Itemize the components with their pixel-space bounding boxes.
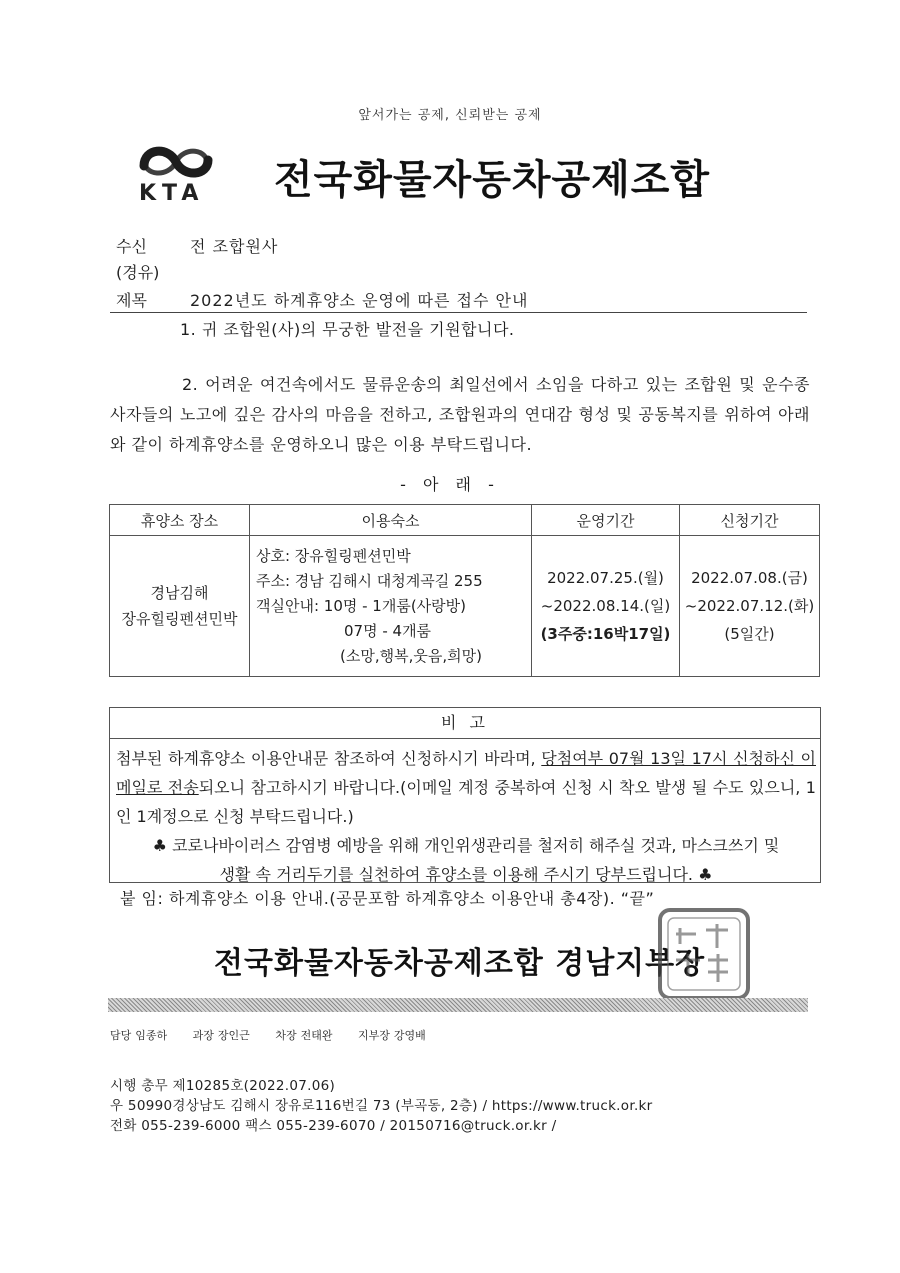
logo-text: KTA	[139, 181, 205, 206]
footer-address: 우 50990경상남도 김해시 장유로116번길 73 (부곡동, 2층) / https://www.truck.or.kr	[110, 1098, 653, 1114]
org-title: 전국화물자동차공제조합	[274, 157, 711, 203]
sender-name: 전국화물자동차공제조합 경남지부장	[214, 946, 706, 981]
staff-role-4: 지부장	[357, 1029, 390, 1042]
official-seal-icon	[654, 904, 754, 1004]
lodging-rooms-1: 객실안내: 10명 - 1개룸(사랑방)	[256, 596, 467, 615]
staff-name-4: 강영배	[393, 1029, 426, 1042]
staff-role-3: 차장	[275, 1029, 297, 1042]
lodging-cell	[250, 536, 532, 677]
application-cell	[680, 536, 820, 677]
th-lodging: 이용숙소	[250, 505, 532, 536]
operation-duration: (3주중:16박17일)	[540, 625, 671, 643]
footer-enforcement: 시행 총무 제10285호(2022.07.06)	[110, 1078, 336, 1094]
operation-end: ~2022.08.14.(일)	[540, 597, 671, 615]
th-operation: 운영기간	[532, 505, 680, 536]
th-application: 신청기간	[680, 505, 820, 536]
application-duration: (5일간)	[724, 625, 775, 643]
table-header-row	[110, 505, 820, 536]
location-line-1: 경남김해	[150, 584, 209, 602]
location-line-2: 장유힐링펜션민박	[121, 610, 238, 628]
section-title: - 아 래 -	[400, 475, 500, 494]
subject-divider	[110, 312, 807, 313]
operation-start: 2022.07.25.(월)	[547, 569, 664, 587]
info-table	[109, 504, 820, 677]
recipient-label: 수신	[116, 237, 147, 256]
lodging-name: 상호: 장유힐링펜션민박	[256, 546, 411, 565]
footer-contact: 전화 055-239-6000 팩스 055-239-6070 / 20150716@truck.or.kr /	[110, 1118, 557, 1134]
paragraph-1: 1. 귀 조합원(사)의 무궁한 발전을 기원합니다.	[180, 320, 515, 339]
staff-name-3: 전태완	[300, 1029, 333, 1042]
lodging-rooms-2: 07명 - 4개룸	[344, 621, 432, 640]
operation-cell	[532, 536, 680, 677]
slogan: 앞서가는 공제, 신뢰받는 공제	[358, 108, 542, 123]
recipient-value: 전 조합원사	[190, 237, 279, 256]
notes-body	[116, 744, 816, 889]
subject-label: 제목	[116, 291, 147, 310]
lodging-room-names: (소망,행복,웃음,희망)	[340, 646, 482, 665]
application-start: 2022.07.08.(금)	[691, 569, 808, 587]
table-row	[110, 536, 820, 677]
staff-line	[110, 1027, 430, 1043]
notes-text-c: 되오니 참고하시기 바랍니다.(이메일 계정 중복하여 신청 시 착오 발생 될 수도 있으니, 1인 1계정으로 신청 부탁드립니다.)	[116, 778, 816, 826]
notes-covid-line-1: ♣ 코로나바이러스 감염병 예방을 위해 개인위생관리를 철저히 해주실 것과, 마스크쓰기 및	[152, 836, 780, 855]
subject-value: 2022년도 하계휴양소 운영에 따른 접수 안내	[190, 291, 529, 310]
notes-covid-line-2: 생활 속 거리두기를 실천하여 휴양소를 이용해 주시기 당부드립니다. ♣	[219, 865, 713, 884]
attachment-line: 붙 임: 하계휴양소 이용 안내.(공문포함 하계휴양소 이용안내 총4장). “끝”	[120, 889, 655, 908]
separator-band	[108, 998, 808, 1012]
location-cell	[110, 536, 250, 677]
via-label: (경유)	[116, 263, 160, 282]
notes-box	[109, 707, 821, 883]
notes-title: 비 고	[110, 708, 820, 739]
notes-text-underlined: 당첨여부 07월 13일 17시 신청하신 이메일로 전송	[116, 749, 816, 797]
paragraph-2: 2. 어려운 여건속에서도 물류운송의 최일선에서 소임을 다하고 있는 조합원 및 운수종사자들의 노고에 깊은 감사의 마음을 전하고, 조합원과의 연대감 형성 및 공동복지를 위하여 아래와 같이 하계휴양소를 운영하오니 많은 이용 부탁드립니다.	[110, 375, 810, 454]
notes-text-a: 첨부된 하계휴양소 이용안내문 참조하여 신청하시기 바라며,	[116, 749, 542, 768]
lodging-address: 주소: 경남 김해시 대청계곡길 255	[256, 571, 483, 590]
staff-role-2: 과장	[192, 1029, 214, 1042]
staff-role-1: 담당	[110, 1029, 132, 1042]
staff-name-1: 임종하	[135, 1029, 168, 1042]
staff-name-2: 장인근	[217, 1029, 250, 1042]
th-location: 휴양소 장소	[110, 505, 250, 536]
application-end: ~2022.07.12.(화)	[684, 597, 815, 615]
